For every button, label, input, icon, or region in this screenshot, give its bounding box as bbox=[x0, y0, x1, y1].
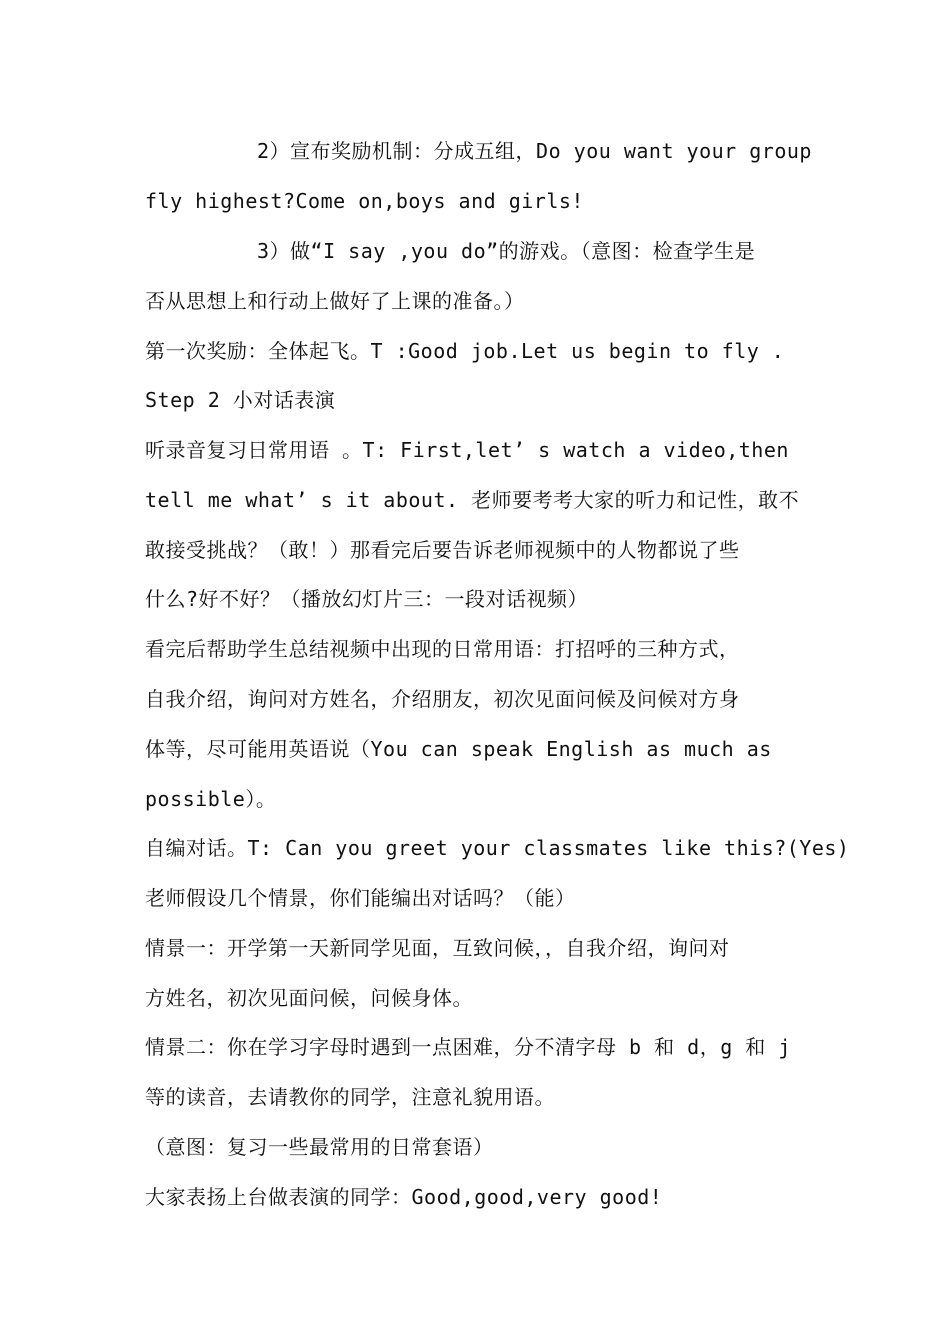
text-line: tell me what’ s it about. 老师要考考大家的听力和记性，敢不 bbox=[145, 488, 800, 512]
text-line: 等的读音，去请教你的同学，注意礼貌用语。 bbox=[145, 1085, 555, 1109]
text-line: 否从思想上和行动上做好了上课的准备。） bbox=[145, 289, 525, 313]
text-line: 看完后帮助学生总结视频中出现的日常用语：打招呼的三种方式， bbox=[145, 637, 740, 661]
text-line: 大家表扬上台做表演的同学：Good,good,very good! bbox=[145, 1185, 663, 1209]
text-line: 自我介绍，询问对方姓名，介绍朋友，初次见面问候及问候对方身 bbox=[145, 687, 740, 711]
text-line: 什么?好不好？（播放幻灯片三：一段对话视频） bbox=[145, 587, 589, 611]
text-line: 体等，尽可能用英语说（You can speak English as much as bbox=[145, 737, 772, 761]
text-line: 3）做“I say ,you do”的游戏。（意图：检查学生是 bbox=[257, 239, 756, 263]
text-line: 情景二：你在学习字母时遇到一点困难，分不清字母 b 和 d，g 和 j bbox=[145, 1035, 791, 1059]
text-line: 第一次奖励：全体起飞。T :Good job.Let us begin to fly . bbox=[145, 339, 785, 363]
text-line: 2）宣布奖励机制：分成五组，Do you want your group bbox=[257, 139, 812, 163]
step-heading: Step 2 小对话表演 bbox=[145, 388, 336, 412]
text-line: 老师假设几个情景，你们能编出对话吗？（能） bbox=[145, 886, 576, 910]
text-line: 敢接受挑战？（敢！）那看完后要告诉老师视频中的人物都说了些 bbox=[145, 538, 740, 562]
text-line: 方姓名，初次见面问候，问候身体。 bbox=[145, 986, 473, 1010]
text-line: 听录音复习日常用语 。T: First,let’ s watch a video,then bbox=[145, 438, 789, 462]
text-line: fly highest?Come on,boys and girls! bbox=[145, 189, 584, 213]
text-line: possible）。 bbox=[145, 787, 277, 811]
text-line: 情景一：开学第一天新同学见面，互致问候，，自我介绍，询问对 bbox=[145, 936, 730, 960]
text-line: 自编对话。T: Can you greet your classmates like this?(Yes) bbox=[145, 836, 850, 860]
text-line: （意图：复习一些最常用的日常套语） bbox=[145, 1135, 494, 1159]
